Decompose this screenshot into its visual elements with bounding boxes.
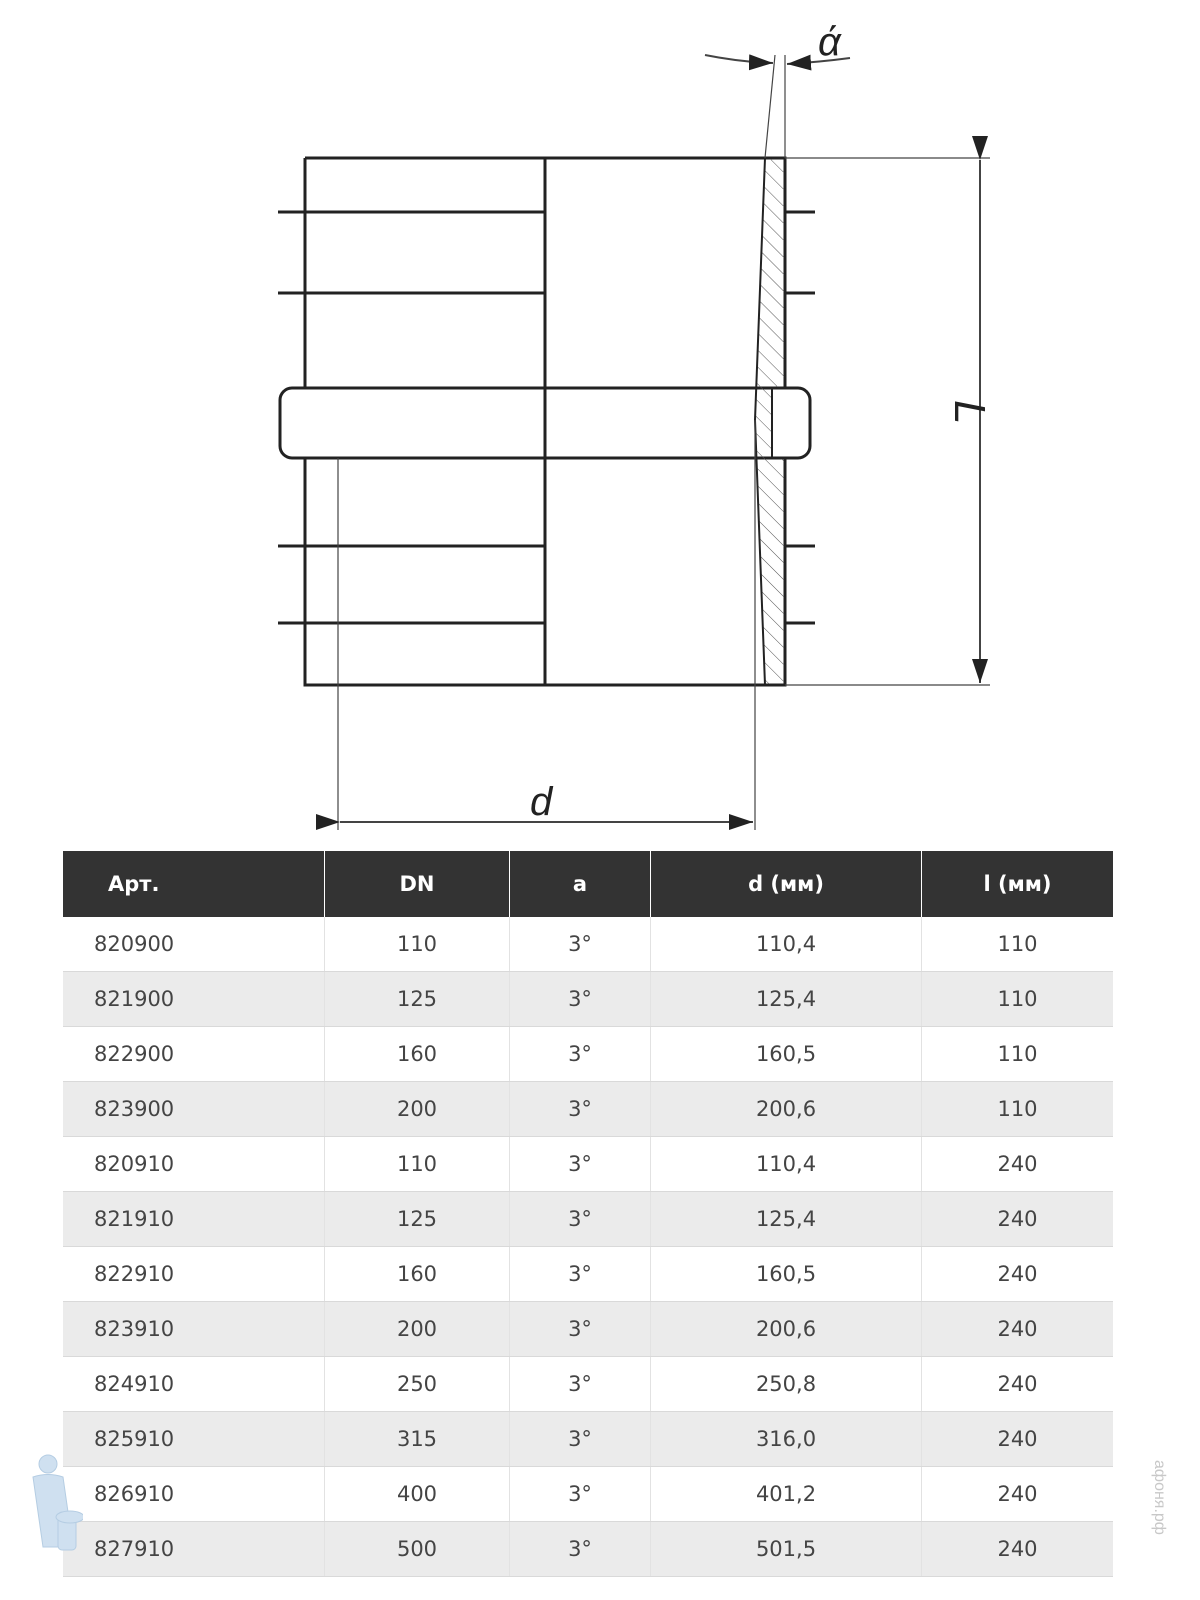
table-row: [63, 1357, 1113, 1412]
cell-diameter: 501,5: [651, 1522, 922, 1577]
cell-diameter: 250,8: [651, 1357, 922, 1412]
cell-angle: 3°: [510, 972, 651, 1027]
cell-length: 240: [922, 1192, 1114, 1247]
header-angle: a: [510, 851, 651, 917]
cell-art: 823910: [63, 1302, 325, 1357]
watermark: афоня.рф: [1151, 1460, 1168, 1535]
table-row: [63, 1467, 1113, 1522]
cell-length: 240: [922, 1137, 1114, 1192]
table-row: [63, 1082, 1113, 1137]
cell-dn: 200: [325, 1082, 510, 1137]
cell-dn: 110: [325, 1137, 510, 1192]
cell-length: 110: [922, 972, 1114, 1027]
cell-dn: 250: [325, 1357, 510, 1412]
cell-dn: 315: [325, 1412, 510, 1467]
cell-diameter: 200,6: [651, 1302, 922, 1357]
cell-length: 240: [922, 1302, 1114, 1357]
cell-length: 110: [922, 917, 1114, 972]
cell-art: 822910: [63, 1247, 325, 1302]
cell-dn: 160: [325, 1027, 510, 1082]
cell-art: 821910: [63, 1192, 325, 1247]
cell-diameter: 401,2: [651, 1467, 922, 1522]
cell-length: 240: [922, 1357, 1114, 1412]
table-row: [63, 1522, 1113, 1577]
cell-art: 821900: [63, 972, 325, 1027]
header-length: l (мм): [922, 851, 1114, 917]
cell-length: 240: [922, 1467, 1114, 1522]
alpha-label: ά: [818, 20, 841, 64]
cell-length: 240: [922, 1412, 1114, 1467]
cell-art: 820900: [63, 917, 325, 972]
specs-table: [63, 851, 1113, 1577]
cell-diameter: 160,5: [651, 1247, 922, 1302]
cell-art: 823900: [63, 1082, 325, 1137]
cell-diameter: 110,4: [651, 1137, 922, 1192]
cell-art: 822900: [63, 1027, 325, 1082]
cell-angle: 3°: [510, 1522, 651, 1577]
table-row: [63, 1027, 1113, 1082]
hatched-section: [755, 158, 785, 685]
cell-dn: 160: [325, 1247, 510, 1302]
coupling-body: [278, 158, 815, 685]
cell-length: 110: [922, 1082, 1114, 1137]
cell-length: 110: [922, 1027, 1114, 1082]
cell-angle: 3°: [510, 1357, 651, 1412]
header-art: Арт.: [63, 851, 325, 917]
table-row: [63, 1302, 1113, 1357]
cell-art: 820910: [63, 1137, 325, 1192]
dimension-lines: [338, 55, 990, 830]
cell-diameter: 125,4: [651, 972, 922, 1027]
length-label: L: [945, 400, 994, 425]
cell-dn: 110: [325, 917, 510, 972]
table-row: [63, 1247, 1113, 1302]
table-header-row: [63, 851, 1113, 917]
cell-dn: 500: [325, 1522, 510, 1577]
cell-dn: 400: [325, 1467, 510, 1522]
header-diameter: d (мм): [651, 851, 922, 917]
cell-art: 826910: [63, 1467, 325, 1522]
cell-dn: 200: [325, 1302, 510, 1357]
cell-angle: 3°: [510, 1412, 651, 1467]
table-row: [63, 1412, 1113, 1467]
cell-length: 240: [922, 1247, 1114, 1302]
cell-angle: 3°: [510, 1302, 651, 1357]
cell-angle: 3°: [510, 1137, 651, 1192]
cell-angle: 3°: [510, 1247, 651, 1302]
cell-diameter: 110,4: [651, 917, 922, 972]
table-row: [63, 1137, 1113, 1192]
cell-art: 824910: [63, 1357, 325, 1412]
cell-dn: 125: [325, 1192, 510, 1247]
cell-art: 825910: [63, 1412, 325, 1467]
cell-diameter: 316,0: [651, 1412, 922, 1467]
cell-length: 240: [922, 1522, 1114, 1577]
table-row: [63, 972, 1113, 1027]
diameter-label: d: [530, 780, 553, 824]
cell-dn: 125: [325, 972, 510, 1027]
table-row: [63, 917, 1113, 972]
header-dn: DN: [325, 851, 510, 917]
cell-diameter: 160,5: [651, 1027, 922, 1082]
cell-diameter: 125,4: [651, 1192, 922, 1247]
cell-diameter: 200,6: [651, 1082, 922, 1137]
cell-angle: 3°: [510, 1192, 651, 1247]
plumber-mascot-logo: [8, 1452, 83, 1557]
cell-angle: 3°: [510, 1467, 651, 1522]
cell-angle: 3°: [510, 1027, 651, 1082]
cell-art: 827910: [63, 1522, 325, 1577]
cell-angle: 3°: [510, 1082, 651, 1137]
cell-angle: 3°: [510, 917, 651, 972]
table-row: [63, 1192, 1113, 1247]
